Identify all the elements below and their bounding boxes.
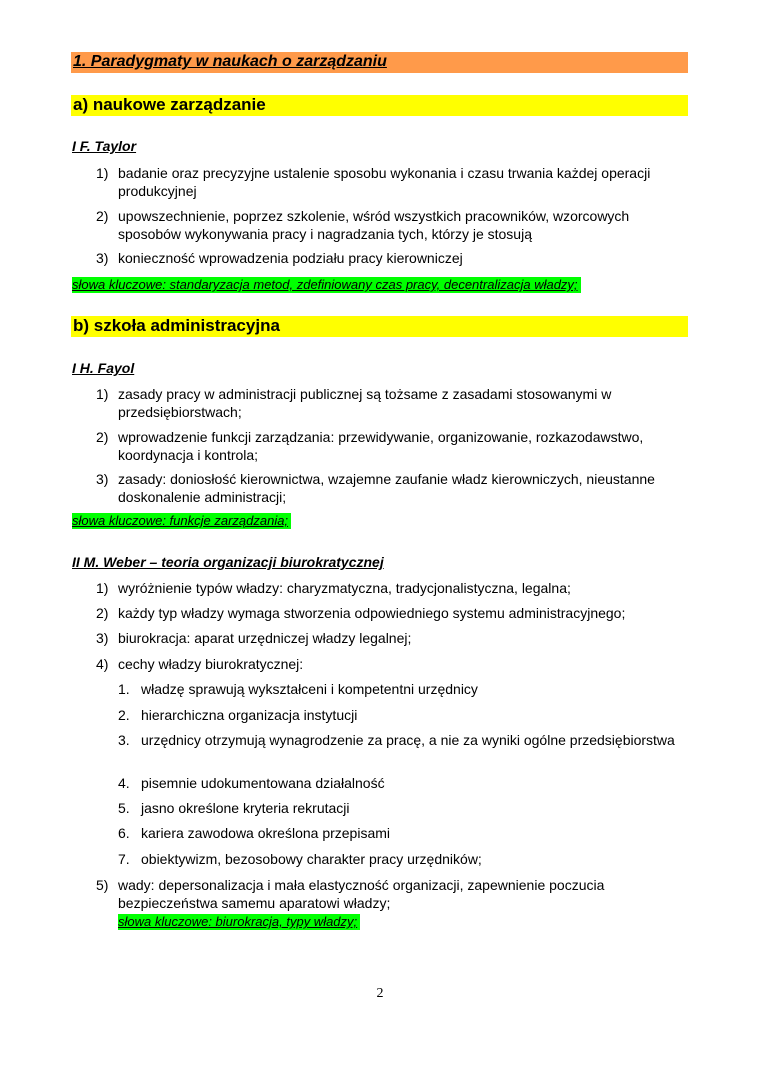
sublist-item — [118, 680, 678, 698]
sublist-text: władzę sprawują wykształceni i kompetentni urzędnicy — [141, 681, 478, 697]
list-number: 3) — [96, 250, 109, 266]
sublist-number: 2. — [118, 707, 130, 723]
list-number: 1) — [96, 165, 109, 181]
list-text: każdy typ władzy wymaga stworzenia odpowiedniego systemu administracyjnego; — [118, 605, 626, 621]
sublist-item — [118, 824, 678, 842]
sublist-item — [118, 850, 678, 868]
section-b-title: b) szkoła administracyjna — [71, 316, 688, 337]
list-text: cechy władzy biurokratycznej: — [118, 656, 304, 672]
sublist-text: urzędnicy otrzymują wynagrodzenie za pracę, a nie za wyniki ogólne przedsiębiorstwa — [141, 732, 675, 748]
author-taylor: I F. Taylor — [72, 138, 137, 154]
list-text: zasady pracy w administracji publicznej są tożsame z zasadami stosowanymi w przedsiębiorstwach; — [118, 386, 612, 420]
sublist-number: 5. — [118, 800, 130, 816]
list-item — [96, 604, 686, 622]
section-a-title: a) naukowe zarządzanie — [71, 95, 688, 116]
sublist-number: 3. — [118, 732, 130, 748]
author-fayol: I H. Fayol — [72, 360, 135, 376]
list-item — [96, 876, 686, 930]
list-text: wyróżnienie typów władzy: charyzmatyczna, tradycjonalistyczna, legalna; — [118, 580, 571, 596]
sublist-number: 1. — [118, 681, 130, 697]
list-text: zasady: doniosłość kierownictwa, wzajemne zaufanie władz kierowniczych, nieustanne doskonalenie administracji; — [118, 471, 655, 505]
list-number: 2) — [96, 429, 109, 445]
sublist-item — [118, 799, 678, 817]
list-item — [96, 629, 686, 647]
list-item — [96, 207, 686, 243]
list-text: upowszechnienie, poprzez szkolenie, wśród wszystkich pracowników, wzorcowych sposobów wykonywania pracy i nagradzania tych, którzy je stosują — [118, 208, 630, 242]
page-number: 2 — [376, 986, 384, 1001]
list-item — [96, 164, 686, 200]
list-text: biurokracja: aparat urzędniczej władzy legalnej; — [118, 630, 412, 646]
list-number: 1) — [96, 386, 109, 402]
list-text: badanie oraz precyzyjne ustalenie sposobu wykonania i czasu trwania każdej operacji produkcyjnej — [118, 165, 651, 199]
list-number: 3) — [96, 471, 109, 487]
list-text: wprowadzenie funkcji zarządzania: przewidywanie, organizowanie, rozkazodawstwo, koordynacja i kontrola; — [118, 429, 644, 463]
sublist-text: pisemnie udokumentowana działalność — [141, 775, 385, 791]
list-item — [96, 428, 686, 464]
sublist-item — [118, 706, 678, 724]
list-number: 4) — [96, 656, 109, 672]
keywords-weber: słowa kluczowe: biurokracja, typy władzy; — [118, 914, 360, 930]
list-item — [96, 655, 686, 673]
list-number: 2) — [96, 208, 109, 224]
list-number: 5) — [96, 877, 109, 893]
main-heading: 1. Paradygmaty w naukach o zarządzaniu — [71, 52, 688, 73]
list-item — [96, 579, 686, 597]
list-number: 1) — [96, 580, 109, 596]
sublist-text: jasno określone kryteria rekrutacji — [141, 800, 350, 816]
sublist-text: hierarchiczna organizacja instytucji — [141, 707, 358, 723]
author-weber: II M. Weber – teoria organizacji biurokratycznej — [72, 554, 384, 570]
sublist-number: 4. — [118, 775, 130, 791]
list-text: wady: depersonalizacja i mała elastyczność organizacji, zapewnienie poczucia bezpieczeństwa samemu aparatowi władzy; — [118, 877, 605, 911]
list-number: 3) — [96, 630, 109, 646]
list-item — [96, 470, 686, 506]
list-item — [96, 385, 686, 421]
sublist-number: 7. — [118, 851, 130, 867]
sublist-text: obiektywizm, bezosobowy charakter pracy urzędników; — [141, 851, 482, 867]
sublist-text: kariera zawodowa określona przepisami — [141, 825, 391, 841]
list-text: konieczność wprowadzenia podziału pracy kierowniczej — [118, 250, 463, 266]
sublist-item — [118, 774, 678, 792]
keywords-fayol: słowa kluczowe: funkcje zarządzania; — [72, 513, 291, 529]
keywords-taylor: słowa kluczowe: standaryzacja metod, zdefiniowany czas pracy, decentralizacja władzy; — [72, 277, 581, 293]
list-item — [96, 249, 686, 267]
list-number: 2) — [96, 605, 109, 621]
sublist-item — [118, 731, 678, 749]
sublist-number: 6. — [118, 825, 130, 841]
